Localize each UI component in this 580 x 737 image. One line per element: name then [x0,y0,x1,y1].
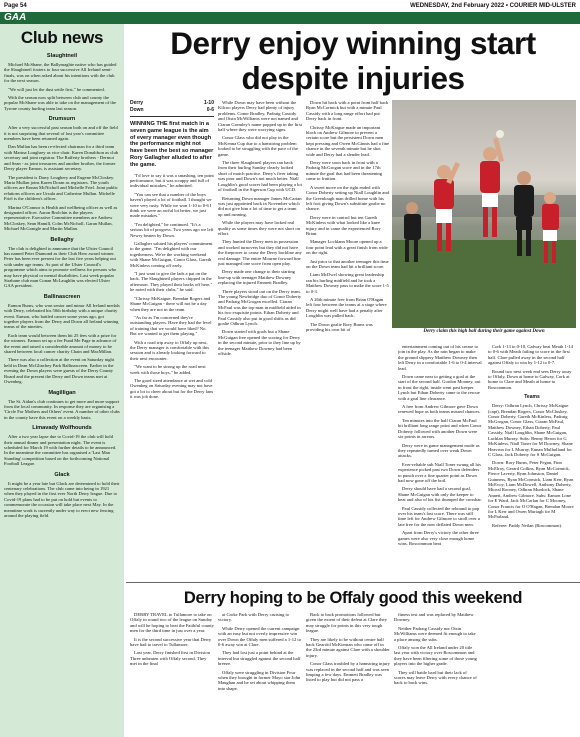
club-heading: Ballinascreen [43,293,81,300]
article-paragraph: "We want to be strong up the road next week with those boys," he added. [130,364,206,375]
article-paragraph: Conor Glass troubled by a hamstring injury was replaced in the second half and was seen limping a few days. Emmett Bradley was listed to play but did not pass a [306,661,390,683]
article-paragraph: While the players may have lacked real quality as some times they were not short on effort. [218,220,300,236]
article-paragraph: Returning Down manager James McCartan was just appointed back in November which did not give him a lot of time to get a team up and running. [218,195,302,217]
article-paragraph: It is the second successive year that Derry have had to travel to Tullamore. [130,636,212,648]
article-paragraph: Down came near to getting a goal at the start of the second half. Gordon Mooney, out in front the right, inside went past keeper Lynch but Ethan Doherty came to the rescue with a goal line clearance. [398,374,481,401]
article-paragraph: While Derry opened the current campaign with an easy but not overly impressive win over Down the Offaly men suffered a 1-12 to 0-6 away win at Clare. [218,625,302,648]
article-paragraph: Offaly won the All Ireland under 20 title last year with victory over Roscommon and they have been filtering some of those young players into the higher grade. [394,645,477,667]
article-divider [126,582,580,583]
teams-text [488,403,576,528]
match-photo [392,100,576,328]
article-paragraph: fitness test and was replaced by Matthew Downey. [394,612,474,623]
article-paragraph: Three players stood out on the Derry team. The young Newbridge duo of Conor Doherty and Padraig McGrogan excelled. Ciaran McFaul was the top man in midfield aided in his two exquisite points. Ethan Doherty and Paul Cassidy also put in good shifts as did goalie Odhran Lynch. [218,288,302,327]
article-paragraph: DERRY TRAVEL to Tullamore to take on Offaly in round two of the league on Sunday and will be hoping to beat the Faithful county men for the third time in just over a year. [130,612,214,634]
club-heading: Bellaghy [50,236,74,243]
article-lead: WINNING THE first match in a seven game league is the aim of every manager even though the performance might not have been the best so manager Rory Gallagher alluded to after the game. [130,121,214,168]
second-article-column-1 [130,612,214,734]
second-article-body [130,612,576,734]
ball [496,130,504,138]
section-label: GAA [4,12,27,23]
article-paragraph: at Croke Park with Derry cruising to victory. [218,612,290,623]
club-heading: Limavady Wolfhounds [32,425,92,432]
article-paragraph: A 26th minute free from Brian O'Hagan left four between the teams at a stage where Derry might well have had a penalty after Loughlin was pulled back. [306,297,387,319]
article-paragraph: Back to back promotions followed but given the extent of their defeat at Clare they may struggle for points in this very tough league. [306,612,387,634]
article-column-4 [398,344,482,549]
teams-paragraph: Down: Rory Burns, Peter Fegan, Finn McElroy, Gerard Collins, Ryan McCormick, Pierce Laverty, Ryan Johnston, Daniel Guinness, Ryan McCormick, Liam Kerr, Ryan McEvoy, Liam McDowell, Anthony Doherty, Miceal Rooney, Odhran Murdock, Shane Annett, Andrew Gilmore. Subs: Eamon Lone for E Ward, Jack McCarlan for C Mooney, Conor Francis for O O'Hagan, Brendan Moore for L Kerr and Owen Murtagh for M McParland. [488,460,574,520]
article-column-2 [218,100,302,359]
column-text [218,612,302,691]
article-paragraph: They will battle hard but their lack of scores may leave Derry with every chance of back to back wins. [394,669,477,686]
club-paragraph: Each team would between them hit 25 fees with a prize for the winners. Eamon set up a fee Fund Me Page in advance of the event and raised a considerable amount of money to be shared between local cancer charity Chain and MacMillan. [4,332,117,355]
article-paragraph: Conor Glass who did not play in the McKenna Cup due to a hamstring problem looked to be struggling with the pace of the game. [218,135,298,157]
club-paragraph: There was also a collection at the event on Saturday night held in Dean McGlinchey Park Ballinascreen. Earlier in the evening the Down players were guests of the Derry County Board and the present the Derry and Down teams met at Owenbeg. [4,357,115,385]
club-heading: Magilligan [48,389,76,396]
article-paragraph: A free from Andrew Gilmore gave Down renewed hope as both teams missed chances. [398,404,481,415]
masthead: WEDNESDAY, 2nd February 2022 • COURIER MID-ULSTER [410,3,576,9]
score-line [130,107,214,114]
article-paragraph: A sweet move on the right ended with Conor Doherty setting up Niall Loughlin and the Greenlough man drilled home with his left foot giving Down's substitute goalie no chance. [306,184,389,212]
team-name: Down [130,107,144,113]
article-paragraph: With a road trip away to Offaly up next, the Derry manager is comfortable with this session and is already looking forward to their next encounter. [130,339,210,361]
article-paragraph: Just prior to that another teenager this time on the Down team had hit a brilliant score. [306,258,389,269]
article-paragraph: entertainment coming out of his crease to join in the play. As the rain began to make the ground slippery Matthew Downey then left Derry in a comfortable 1-6 to 0-4 interval lead. [398,344,482,371]
teams-paragraph: Derry: Odhran Lynch, Chrissy McKaigue (capt), Brendan Rogers, Conor McCluskey, Conor Doherty, Gareth McKinless, Padraig McGrogan, Conor Glass, Ciaran McFaul, Matthew Downey, Ethan Doherty, Paul Cassidy, Niall Loughlin, Shane McGuigan, Lachlan Murray. Subs: Benny Heron for G McKinless, Niall Toner for M Downey, Shane Heavron for L Murray, Eunan Mulholland for C Glass, Jack Doherty for S McGuigan. [488,403,573,457]
article-paragraph: Paul Cassidy collected the rebound to pop over his team's last score. There was still time left for Andrew Gilmore to stroll over a late free for the now deflated Down men. [398,505,480,527]
article-paragraph: Round two next week end sees Derry away to Offaly, Down at home to Galway, Cork at home to Clare and Meath at home to Roscommon. [488,368,572,390]
article-paragraph: The good sized attendance at wet and cold Owenbeg on Saturday evening may not have got a lot to cheer about but for the Derry fans it was job done. [130,377,214,400]
article-paragraph: "You can see that a number of the boys haven't played a lot of football. I thought we were very rusty. While we won 1-10 to 0-6 I think we were an awful lot better, we just made mistakes." [130,191,212,219]
column-text [218,100,302,356]
article-paragraph: Derry should have had a second goal, Shane McGuigan with only the keeper to beat and also of his fist thumped the crossbar. [398,486,482,503]
article-paragraph: "I'd love to say it was a smashing, ten point performance, but it was scrappy and full of individual mistakes," he admitted. [130,172,214,189]
teams-paragraph: Referee: Paddy Neilan (Roscommon). [492,522,563,528]
article-paragraph: Chrissy McKaigue made an important block on Andrew Gilmore to prevent a certain score but the persistent Down men kept pressing and Owen McGinnis had a fine chance in the seventh minute but he shot wide and Derry had a slender lead. [306,124,390,157]
column-text [306,100,390,332]
article-paragraph: Ever-reliable sub Niall Toner swung all his experience picked past two Down defenders to punch over a fine quarter point as Down had now gone off the boil. [398,461,481,483]
article-paragraph: "I just want to give the lads a pat on the back. The Slaughtneil players chipped in the afternoon. They played their backs off here," he noted with their clubs," he said. [130,271,213,293]
club-paragraph: "We will just let the dust settle first," he commented. [8,86,105,92]
article-paragraph: "I'm delighted," he continued. "It's a serious bit of progress. Two years ago we left Newry beaten by Down. [130,221,214,238]
article-paragraph: Derry were in game management mode as they repeatedly turned over weak Down attacks. [398,442,480,459]
club-heading: Drumsurn [48,116,76,123]
club-paragraph: With the season now split between club and county the popular McShane was able to take on the management of the Tyrone county hurling team last season. [4,95,116,111]
article-paragraph: Derry were in control but ten Gareth McKinless with what looked like a knee injury and in came the experienced Rory Brian. [306,214,381,236]
club-heading: Glack [54,471,70,478]
page-number: Page 54 [4,3,27,9]
article-paragraph: Offaly were struggling in Division Four when they brought in former Mayo star John Maughan and he set about whipping them into shape. [218,669,301,691]
column-text [488,344,576,390]
second-article-headline: Derry hoping to be Offaly good this weekend [183,589,523,607]
score-line [130,100,214,107]
article-paragraph: They are likely to be without centre half back Gearóid McKiernan who came off in the 23rd minute against Clare with a shoulder injury. [306,636,390,658]
club-paragraph: Marina O'Connor is Health and wellbeing officer as well as designated officer. Aaron Brolchin is the players representative. Executive Committee members are Andrew McCloskey, Sean Hamill, Colm McNicholl, Garan Mullan, Michael McGonigle and Martin Mullan. [4,204,118,232]
club-paragraph: Eamon Burns, who won senior and minor All Ireland medals with Derry, celebrated his 50th birthday with a unique charity event. Eamon, who battled cancer some years ago, got together players from the Derry and Down all Ireland winning teams of the nineties. [4,302,120,330]
article-paragraph: They hunted the Derry men in possession and worked turnovers but they did not have the firepower to cause the Derry backline any real damage. The entire Mourne forward line just managed one score from open play. [218,239,302,266]
article-paragraph: Derry made one change to their starting line-up with teenager Matthew Downey replacing the injured Emmett Bradley. [218,269,295,286]
teams-heading: Teams [524,394,540,401]
article-column-3 [306,100,390,335]
second-article-column-4 [394,612,478,734]
article-paragraph: Apart from Derry's victory the other three games were also very close enough home wins. Roscommon beat [398,530,479,546]
club-news-title: Club news [20,28,104,47]
club-paragraph: It might be a year late but Glack are determined to hold their centenary celebrations. The club came into being in 1921 when they played in the first ever North Derry league. Due to Covid-19 plans had to be put on hold but events to commemorate the occasion will take place next May. In the meantime work is currently under way to erect new fencing around the playing field. [4,480,120,518]
club-heading: Slaughtneil [46,53,78,59]
article-paragraph: The Down goalie Rory Burns was providing his own bit of [306,321,373,333]
score-divider [130,116,214,117]
article-paragraph: They had lost just a point behind at the interval but struggled against the second half breeze. [218,650,301,667]
article-paragraph: Derry were soon back in front with a Padraig McGrogan score and in the 17th minute the goal that had been threatening came to fruition. [306,160,383,182]
article-paragraph: Last year, Derry finished first in Division Three unbeaten with Offaly second. They met in the final [130,650,210,667]
article-paragraph: "As far as I'm concerned they're outstanding players. Have they had the level of training that we would have liked? No. But we wanted to get them playing." [130,314,212,337]
team-name: Derry [130,100,144,106]
column-text [398,344,482,546]
second-article-column-3 [306,612,390,734]
club-paragraph: After a very successful past season both on and off the field it is not surprising that several of last year's committee members have been returned again. [4,125,118,142]
club-paragraph: Dan Mullan has been re-elected chairman for a third team with Marina Loughrey as vice chair. Karen Donaldson as club secretary and joint registrar. The Rafferty brothers - Dermot and Sean - as joint treasurers and another brother, the former Derry player Eamon, is assistant secretary. [4,144,119,172]
team-score: 1-10 [203,100,214,106]
article-paragraph: "Chrissy McKaigue, Brendan Rogers and Shane McGuigan - there will not be a day when they are not in the team. [130,295,211,312]
column-text [394,612,478,686]
article-paragraph: Ten minutes into the half Ciaran McFaul hit brilliant long range point and when Conor Doherty followed with another Down were six points in arrears. [398,417,482,440]
section-bar [0,12,580,24]
article-paragraph: Liam McDwel showing great leadership ran his hurling midfield and he took a Matthew Downey pass to make the score 1-5 to 0-3. [306,272,389,294]
club-paragraph: Michael McShane, the Ballymaghie native who has guided the Slaughtneil footers to four successive All Ireland semi-finals, was on when asked about his intentions with the club for the next season. [4,62,117,84]
article-paragraph: Gallagher saluted his players' commitment to the game. "I'm delighted with our togetherness. We're the working weekend with Shane McGuigan, Conor Glass, Gareth McKinless coming off early. [130,241,213,268]
article-paragraph: Cork 1-13 to 0-10, Galway beat Meath 1-14 to 0-6 with Meath failing to score in the first half. Clare pulled away in the second half against Offaly to win by 1-12 to 0-7. [488,344,573,366]
column-text [130,173,214,400]
club-paragraph: The president is Darry Loughery and Eugene McCloskey. Maria Mullan joins Karen Doran as registrars. The youth officers are Ronan McNicholl and Michelle Friel. Joint public relations officers are Ursula and Catherine Mullan. Michelle Friel is the children's officer. [4,174,118,202]
club-news-column [0,24,124,737]
article-paragraph: While Down may have been without the Kilcoo players Derry had plenty of injury problems. Conor Bradley, Padraig Cassidy and Oisin McWilliams were not named and Ciaran Gormley's name popped up in the first half where they were worrying signs. [218,100,302,133]
article-paragraph: Manager Lochlann Moore opened up a four point lead with a great finish from wide on the right. [306,239,388,256]
article-headline: Derry enjoy winning start despite injuries [170,25,536,96]
article-paragraph: Down started with goals but a Shane McGuigan free opened the scoring for Derry in the second minute, prior to they line up by the teenager Matthew Downey had been offside. [218,329,301,357]
match-photo-image [392,100,576,328]
article-column-1 [130,100,214,403]
article-paragraph: Neither Padraig Cassidy nor Oisin McWilliams were deemed fit enough to take a place among the subs. [394,625,476,642]
club-news-list [4,53,120,518]
article-column-5 [488,344,576,531]
second-article-column-2 [218,612,302,734]
club-paragraph: The club is delighted to announce that the Ulster Council has named Peter Diamond as their Club Hero award winner. Peter has been ever present for the last five years helping out with under age teams. As part of the Ulster Council's programme which aims to promote wellness for persons who may have physical or mental disabilities. Last week popular Strabane club man Conan McLaughlin was elected Ulster GAA president. [4,245,117,289]
column-text [306,612,390,683]
article-paragraph: Down hit back with a point from half back Ryan McCormick but with a minute Paul Cassidy with a long range effort had put Derry back in front. [306,100,389,122]
column-text [130,612,214,667]
article-paragraph: The three Slaughtneil players ran back from their hurling Sunday clearly looked short of match practice. Derry's fiver taking was poor and Down's not much better. Niall Loughlin's good scorer had been playing a lot of football in the Sigerson Cup with UCD. [218,160,302,193]
club-paragraph: The St. Aidan's club continues to get more and more support from the local community. In response they are organising a 'Circle For Mothers and Others' event. A number of other clubs in the county have this event on a weekly basis. [4,398,120,420]
article-body [130,100,576,582]
club-paragraph: After a two year lapse due to Covid-19 the club will hold their annual dinner and presentation night. The event is scheduled for March 19 with further details to be announced. In the meantime the committee has organised a 'Last Man Standing' competition based on the forthcoming National Football League. [4,434,117,467]
team-score: 0-6 [206,107,214,113]
photo-caption: Derry claim this high ball during their game against Down [423,329,545,334]
top-bar [0,0,580,12]
